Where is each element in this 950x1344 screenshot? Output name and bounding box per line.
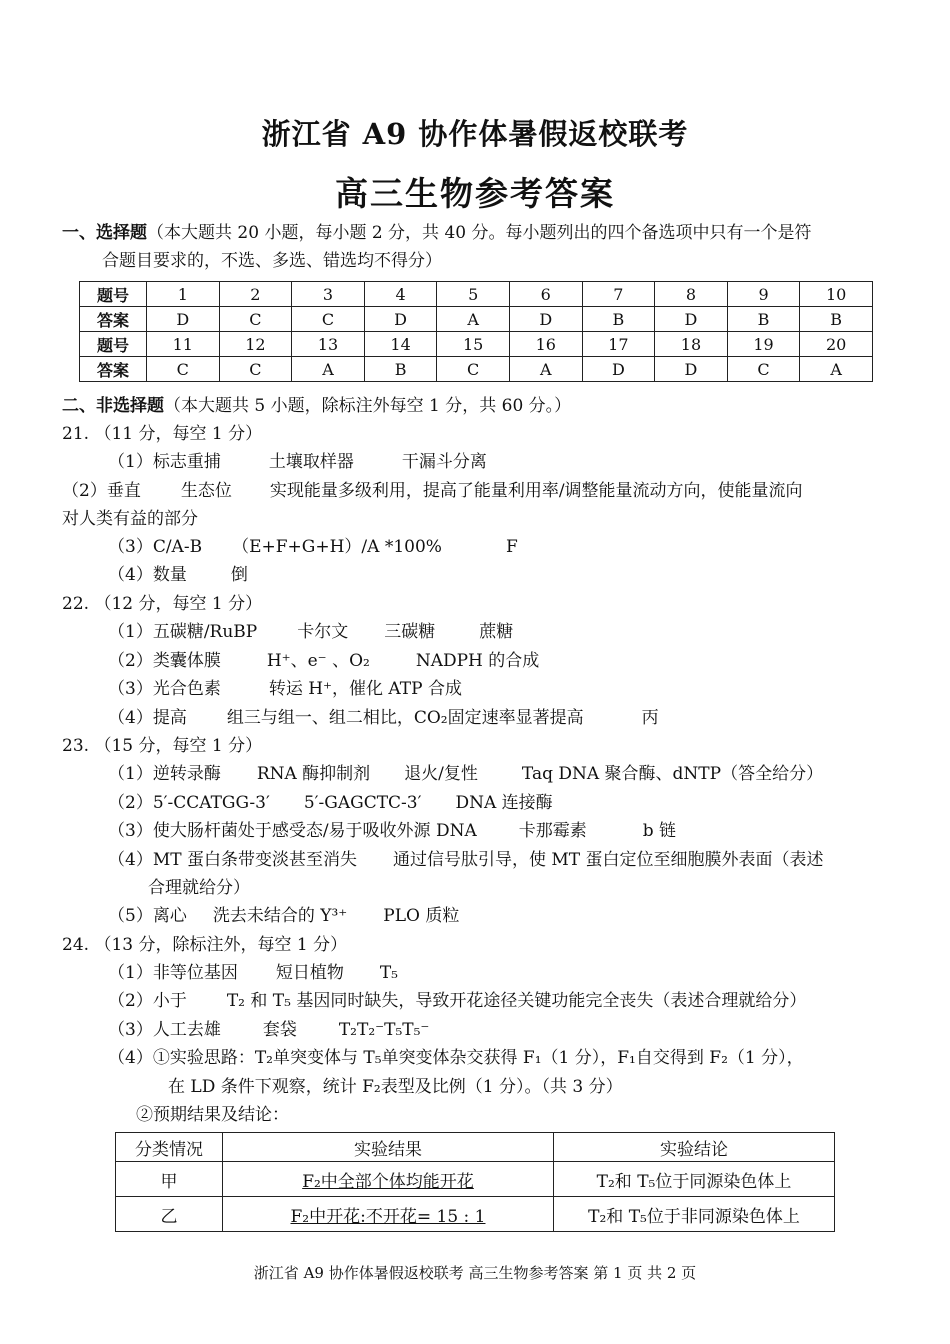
table-header-row <box>116 1133 835 1162</box>
q23-line5 <box>108 904 459 928</box>
q23-heading: 23. （15 分，每空 1 分） <box>62 736 263 756</box>
q22-line4 <box>108 706 659 730</box>
answer-text: 卡尔文 <box>297 622 349 642</box>
section1-heading: 一、选择题 <box>62 223 147 243</box>
table-cell: 7 <box>582 282 655 307</box>
answer-text: （5）离心 <box>108 906 187 926</box>
answer-text: 短日植物 <box>275 963 344 983</box>
q24-line1 <box>108 961 398 985</box>
answer-text: （3）人工去雄 <box>108 1020 221 1040</box>
answer-text: Taq DNA 聚合酶、dNTP（答全给分） <box>521 764 824 784</box>
q23-line4 <box>108 848 824 872</box>
answer-text: （E+F+G+H）/A *100% <box>232 537 442 557</box>
table-cell: B <box>582 307 655 332</box>
table-cell: 乙 <box>116 1197 223 1232</box>
answer-text: DNA 连接酶 <box>455 793 553 813</box>
row-label: 答案 <box>80 307 147 332</box>
answer-text: （2）5′-CCATGG-3′ <box>108 793 270 813</box>
column-header: 实验结论 <box>554 1133 835 1162</box>
answer-text: （4）MT 蛋白条带变淡甚至消失 <box>108 850 357 870</box>
table-cell: A <box>800 357 873 382</box>
answer-text: （3）光合色素 <box>108 679 221 699</box>
q21-line1 <box>108 450 487 474</box>
answer-text: b 链 <box>642 821 677 841</box>
table-cell <box>223 1197 554 1232</box>
q23-line2 <box>108 791 553 815</box>
q22-heading: 22. （12 分，每空 1 分） <box>62 594 263 614</box>
answer-text: （3）C/A-B <box>108 537 203 557</box>
answer-text: （4）提高 <box>108 708 187 728</box>
choice-answer-table <box>79 281 873 382</box>
answer-text: （1）逆转录酶 <box>108 764 221 784</box>
table-cell: D <box>147 307 220 332</box>
q24-heading: 24. （13 分，除标注外，每空 1 分） <box>62 935 348 955</box>
section1-header <box>62 221 812 245</box>
table-cell: 13 <box>292 332 365 357</box>
q24-line2 <box>108 989 806 1013</box>
page-title: 高三生物参考答案 <box>335 174 615 213</box>
table-cell: D <box>582 357 655 382</box>
q21-line2-cont: 对人类有益的部分 <box>62 509 198 529</box>
answer-text: NADPH 的合成 <box>415 651 540 671</box>
exam-title: 浙江省 A9 协作体暑假返校联考 <box>261 117 689 151</box>
table-cell: 15 <box>437 332 510 357</box>
q23-line3 <box>108 819 676 843</box>
table-cell: 14 <box>364 332 437 357</box>
q23-line4-cont: 合理就给分） <box>148 878 250 898</box>
table-cell: A <box>437 307 510 332</box>
table-row <box>116 1162 835 1197</box>
table-cell: T₂和 T₅位于同源染色体上 <box>554 1162 835 1197</box>
answer-text: 洗去未结合的 Y³⁺ <box>212 906 348 926</box>
column-header: 实验结果 <box>223 1133 554 1162</box>
section2-note: （本大题共 5 小题，除标注外每空 1 分，共 60 分。） <box>164 396 572 416</box>
answer-text: 倒 <box>230 565 248 585</box>
section1-note: （本大题共 20 小题，每小题 2 分，共 40 分。每小题列出的四个备选项中只有一个是符 <box>147 223 812 243</box>
q24-line5: ②预期结果及结论： <box>136 1105 289 1125</box>
q21-line2 <box>62 479 803 503</box>
table-cell: 6 <box>509 282 582 307</box>
table-cell: 10 <box>800 282 873 307</box>
table-cell: 17 <box>582 332 655 357</box>
answer-text: 5′-GAGCTC-3′ <box>303 793 422 813</box>
table-cell: B <box>727 307 800 332</box>
table-cell: C <box>147 357 220 382</box>
answer-text: 卡那霉素 <box>518 821 587 841</box>
table-cell: 20 <box>800 332 873 357</box>
answer-text: （2）类囊体膜 <box>108 651 221 671</box>
table-cell: B <box>800 307 873 332</box>
table-cell: 2 <box>219 282 292 307</box>
q24-line4-cont: 在 LD 条件下观察，统计 F₂表型及比例（1 分）。（共 3 分） <box>168 1077 623 1097</box>
answer-text: T₂T₂⁻T₅T₅⁻ <box>338 1020 430 1040</box>
q22-line2 <box>108 649 539 673</box>
answer-text: （2）小于 <box>108 991 187 1011</box>
row-label: 答案 <box>80 357 147 382</box>
answer-text: 退火/复性 <box>404 764 478 784</box>
table-row <box>80 357 873 382</box>
section2-header <box>62 394 571 418</box>
table-cell: 9 <box>727 282 800 307</box>
table-cell: 11 <box>147 332 220 357</box>
table-cell: B <box>364 357 437 382</box>
q21-line4 <box>108 563 248 587</box>
answer-text: 生态位 <box>180 481 232 501</box>
result-text: F₂中全部个体均能开花 <box>302 1171 474 1192</box>
answer-text: PLO 质粒 <box>383 906 460 926</box>
table-cell: 18 <box>655 332 728 357</box>
table-cell: 3 <box>292 282 365 307</box>
answer-text: 干漏斗分离 <box>401 452 487 472</box>
answer-text: （1）标志重捕 <box>108 452 221 472</box>
result-text: F₂中开花:不开花= 15 : 1 <box>290 1206 486 1227</box>
answer-text: T₅ <box>379 963 398 983</box>
table-cell <box>223 1162 554 1197</box>
table-cell: 8 <box>655 282 728 307</box>
table-row <box>80 282 873 307</box>
table-cell: 16 <box>509 332 582 357</box>
table-cell: 5 <box>437 282 510 307</box>
q24-line3 <box>108 1018 429 1042</box>
answer-text: （4）数量 <box>108 565 187 585</box>
table-cell: C <box>219 357 292 382</box>
answer-text: 土壤取样器 <box>268 452 354 472</box>
table-cell: C <box>292 307 365 332</box>
table-cell: 12 <box>219 332 292 357</box>
result-table <box>115 1132 835 1232</box>
table-cell: 4 <box>364 282 437 307</box>
answer-text: 组三与组一、组二相比，CO₂固定速率显著提高 <box>226 708 584 728</box>
table-cell: A <box>509 357 582 382</box>
answer-text: H⁺、e⁻ 、O₂ <box>266 651 370 671</box>
q22-line3 <box>108 677 462 701</box>
answer-text: 丙 <box>641 708 659 728</box>
table-cell: D <box>364 307 437 332</box>
answer-text: 转运 H⁺，催化 ATP 合成 <box>268 679 462 699</box>
table-row <box>80 307 873 332</box>
answer-text: 通过信号肽引导，使 MT 蛋白定位至细胞膜外表面（表述 <box>392 850 824 870</box>
q23-line1 <box>108 762 823 786</box>
answer-text: T₂ 和 T₅ 基因同时缺失，导致开花途径关键功能完全丧失（表述合理就给分） <box>226 991 807 1011</box>
table-cell: C <box>727 357 800 382</box>
q24-line4: （4）①实验思路：T₂单突变体与 T₅单突变体杂交获得 F₁（1 分），F₁自交得到 F₂（1 分）， <box>108 1048 804 1068</box>
q21-line3 <box>108 535 518 559</box>
table-cell: C <box>219 307 292 332</box>
answer-text: 蔗糖 <box>479 622 514 642</box>
table-cell: D <box>509 307 582 332</box>
answer-text: F <box>505 537 518 557</box>
row-label: 题号 <box>80 282 147 307</box>
table-cell: 甲 <box>116 1162 223 1197</box>
table-row <box>116 1197 835 1232</box>
answer-text: （1）五碳糖/RuBP <box>108 622 258 642</box>
column-header: 分类情况 <box>116 1133 223 1162</box>
answer-text: （3）使大肠杆菌处于感受态/易于吸收外源 DNA <box>108 821 477 841</box>
q22-line1 <box>108 620 513 644</box>
section2-heading: 二、非选择题 <box>62 396 164 416</box>
answer-text: RNA 酶抑制剂 <box>256 764 371 784</box>
table-cell: D <box>655 357 728 382</box>
table-row <box>80 332 873 357</box>
table-cell: 1 <box>147 282 220 307</box>
table-cell: T₂和 T₅位于非同源染色体上 <box>554 1197 835 1232</box>
row-label: 题号 <box>80 332 147 357</box>
q21-heading: 21. （11 分，每空 1 分） <box>62 424 263 444</box>
answer-text: （1）非等位基因 <box>108 963 238 983</box>
answer-text: 实现能量多级利用，提高了能量利用率/调整能量流动方向，使能量流向 <box>269 481 803 501</box>
table-cell: A <box>292 357 365 382</box>
table-cell: D <box>655 307 728 332</box>
section1-note-cont: 合题目要求的，不选、多选、错选均不得分） <box>102 251 442 271</box>
answer-text: 三碳糖 <box>384 622 436 642</box>
answer-text: （2）垂直 <box>62 481 141 501</box>
answer-text: 套袋 <box>262 1020 297 1040</box>
table-cell: 19 <box>727 332 800 357</box>
page-footer: 浙江省 A9 协作体暑假返校联考 高三生物参考答案 第 1 页 共 2 页 <box>253 1264 697 1282</box>
table-cell: C <box>437 357 510 382</box>
